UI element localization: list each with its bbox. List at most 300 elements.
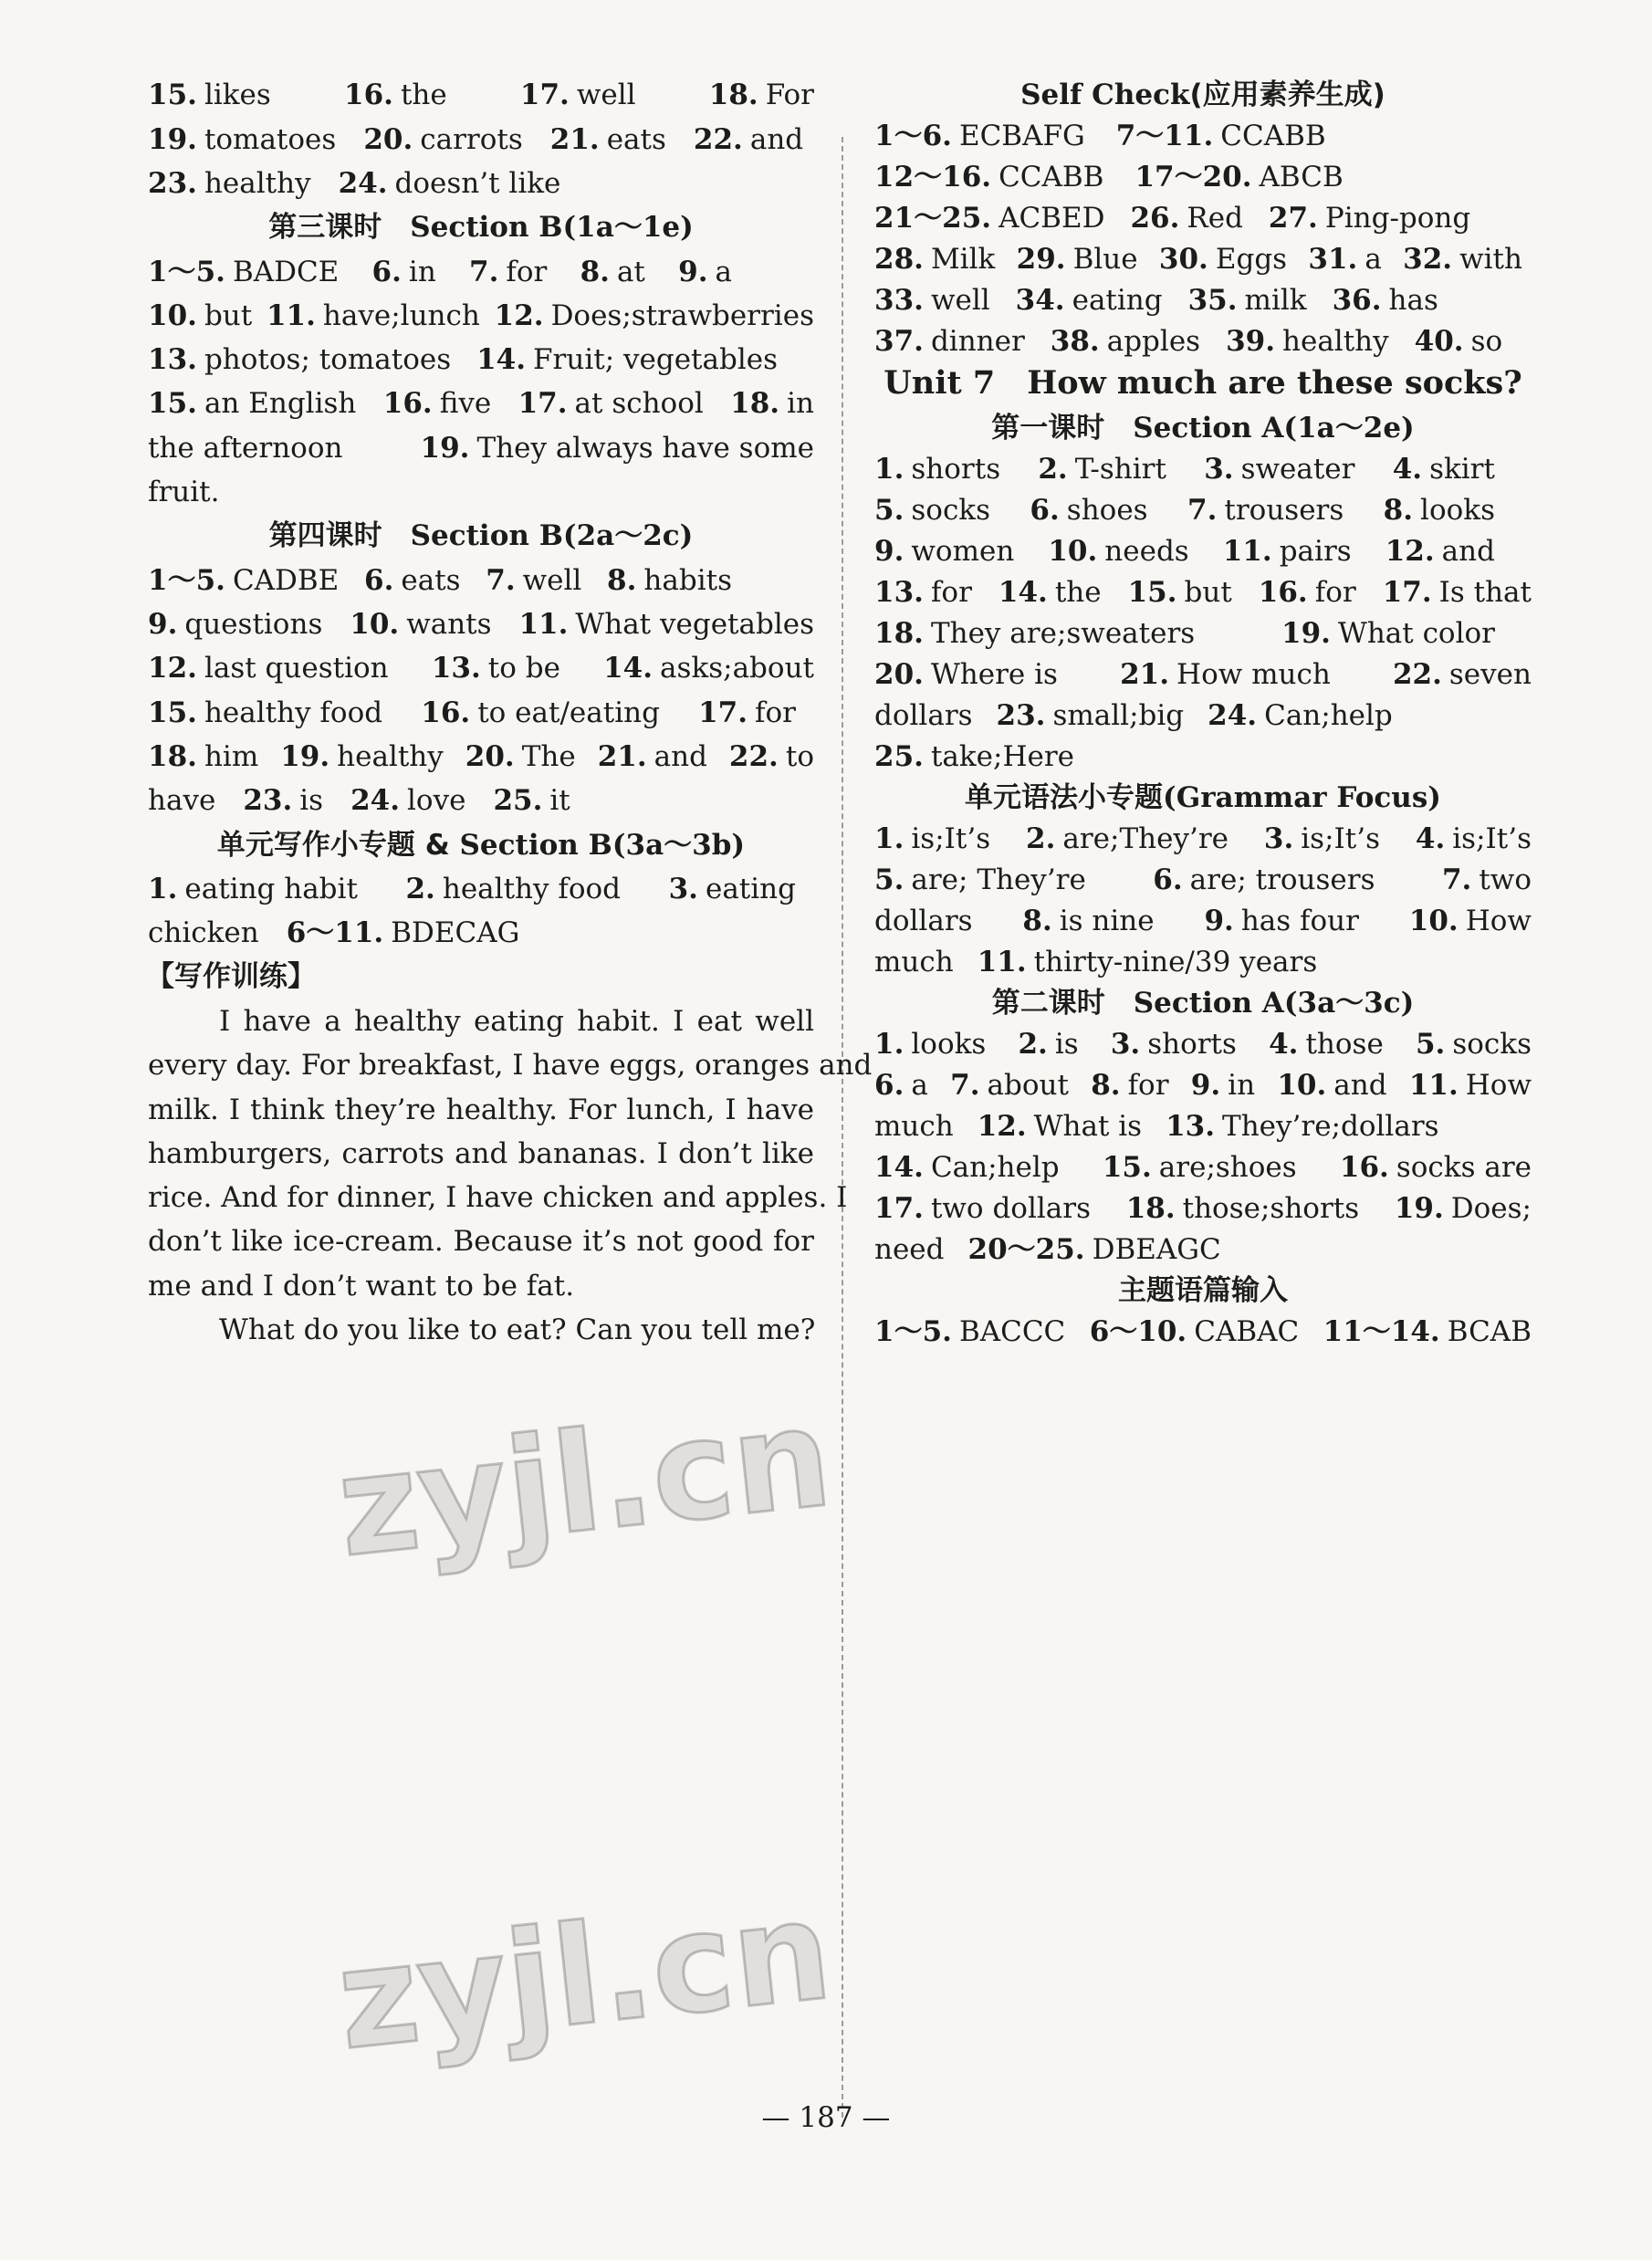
answer-text: shoes <box>1066 494 1148 527</box>
section-heading: Self Check(应用素养生成) <box>1020 78 1385 111</box>
answer-item <box>874 1026 986 1062</box>
answer-number: 9. <box>148 608 178 641</box>
answer-text: for <box>930 576 972 609</box>
section-heading: 单元语法小专题(Grammar Focus) <box>965 781 1441 814</box>
answer-text: eating habit <box>184 873 358 905</box>
answer-number: 18. <box>874 617 924 650</box>
answer-item <box>287 915 520 951</box>
answer-item <box>405 871 621 907</box>
answer-text: Fruit; vegetables <box>533 343 778 376</box>
answer-number: 7. <box>486 564 516 597</box>
answer-item <box>874 615 1195 652</box>
answer-number: 15. <box>148 696 197 729</box>
answer-number: 34. <box>1015 284 1065 317</box>
answer-number: 20. <box>363 123 413 156</box>
answer-number: 24. <box>1208 699 1258 732</box>
answer-item <box>1090 1313 1300 1350</box>
answer-item <box>1030 492 1147 528</box>
answer-item <box>669 871 796 907</box>
answer-item <box>469 254 547 290</box>
answer-item <box>598 738 707 775</box>
answer-text: love <box>407 784 466 817</box>
answer-number: 6. <box>1030 494 1060 527</box>
answer-number: 6. <box>1153 863 1183 896</box>
answer-item <box>874 492 990 528</box>
answer-text: in <box>408 256 436 288</box>
answer-line <box>874 241 1522 277</box>
answer-text: T-shirt <box>1074 453 1166 486</box>
answer-text: eating <box>1072 284 1163 317</box>
answer-item <box>1091 1067 1168 1104</box>
answer-text: doesn’t like <box>394 167 561 200</box>
answer-item <box>1166 1108 1438 1145</box>
answer-line <box>148 606 814 643</box>
answer-number: 21～25. <box>874 202 992 235</box>
answer-item <box>1403 241 1522 277</box>
answer-item <box>1416 821 1532 857</box>
answer-item <box>148 606 322 643</box>
answer-text: Where is <box>930 658 1058 691</box>
answer-item <box>518 606 814 643</box>
answer-number: 24. <box>350 784 401 817</box>
answer-text: are;They’re <box>1062 822 1229 855</box>
answer-item <box>1130 200 1242 236</box>
answer-number: 21. <box>1120 658 1170 691</box>
answer-text: a <box>911 1069 928 1102</box>
answer-item <box>1269 1026 1384 1062</box>
answer-item <box>729 738 814 775</box>
answer-number: 14. <box>998 576 1048 609</box>
answer-text: small;big <box>1052 699 1185 732</box>
answer-number: 1～6. <box>874 120 952 152</box>
answer-number: 11. <box>1222 535 1272 568</box>
answer-item <box>874 903 973 939</box>
answer-item <box>363 121 522 158</box>
answer-item <box>1134 159 1343 195</box>
answer-item <box>148 871 358 907</box>
answer-text: What is <box>1033 1110 1143 1143</box>
answer-item <box>1016 282 1163 319</box>
answer-number: 21. <box>549 123 600 156</box>
answer-text: have <box>148 784 216 817</box>
answer-text: healthy <box>204 167 311 200</box>
answer-text: CCABB <box>999 161 1104 194</box>
answer-item <box>1385 533 1495 570</box>
answer-number: 11. <box>977 946 1027 978</box>
answer-text: fruit. <box>148 476 220 508</box>
answer-item <box>383 385 491 422</box>
answer-text: How <box>1465 1069 1532 1102</box>
answer-text: sweater <box>1240 453 1355 486</box>
answer-text: are; trousers <box>1189 863 1375 896</box>
answer-item <box>495 298 814 334</box>
answer-item <box>148 650 389 686</box>
answer-text: it <box>549 784 570 817</box>
answer-number: 17～20. <box>1134 161 1252 194</box>
answer-number: 12. <box>977 1110 1027 1143</box>
answer-item <box>874 282 990 319</box>
answer-number: 18. <box>148 740 197 773</box>
answer-number: 25. <box>493 784 543 817</box>
answer-number: 10. <box>148 299 197 332</box>
answer-item <box>421 430 814 466</box>
answer-item <box>520 77 636 113</box>
answer-line <box>148 782 814 819</box>
answer-number: 14. <box>476 343 527 376</box>
answer-item <box>1103 1149 1297 1186</box>
answer-text: is nine <box>1059 905 1155 937</box>
answer-number: 20. <box>465 740 515 773</box>
answer-item <box>1191 1067 1255 1104</box>
answer-text: women <box>911 535 1015 568</box>
answer-line <box>874 615 1495 652</box>
answer-item <box>1111 1026 1237 1062</box>
answer-number: 10. <box>350 608 400 641</box>
answer-item <box>1187 492 1344 528</box>
answer-text: Can;help <box>930 1151 1060 1184</box>
answer-number: 3. <box>1204 453 1234 486</box>
answer-text: ABCB <box>1259 161 1344 194</box>
answer-line <box>874 1313 1532 1350</box>
answer-number: 2. <box>1018 1028 1048 1061</box>
answer-item <box>874 451 1000 487</box>
answer-number: 39. <box>1226 325 1276 358</box>
answer-number: 15. <box>1127 576 1177 609</box>
answer-item <box>1259 574 1356 611</box>
answer-text: last question <box>204 652 389 685</box>
answer-number: 23. <box>996 699 1046 732</box>
answer-text: ECBAFG <box>958 120 1085 152</box>
answer-number: 3. <box>1263 822 1294 855</box>
answer-text: healthy food <box>442 873 622 905</box>
answer-line <box>148 165 814 202</box>
answer-text: milk <box>1244 284 1307 317</box>
answer-text: has <box>1388 284 1438 317</box>
answer-line <box>874 1026 1532 1062</box>
answer-text: chicken <box>148 916 259 949</box>
answer-number: 14. <box>603 652 653 685</box>
answer-item <box>968 1231 1221 1268</box>
answer-item <box>874 1313 1065 1350</box>
answer-text: much <box>874 1110 954 1143</box>
answer-item <box>1409 903 1532 939</box>
answer-number: 11. <box>518 608 569 641</box>
answer-item <box>148 165 311 202</box>
answer-number: 20. <box>874 658 924 691</box>
answer-item <box>148 476 219 508</box>
answer-item <box>874 1067 928 1104</box>
answer-item <box>344 77 447 113</box>
answer-text: for <box>1314 576 1356 609</box>
section-heading: 单元写作小专题 & Section B(3a～3b) <box>216 829 746 862</box>
answer-item <box>1409 1067 1532 1104</box>
answer-text: him <box>204 740 259 773</box>
answer-text: the afternoon <box>148 432 343 465</box>
answer-text: Does; <box>1450 1192 1532 1225</box>
answer-line <box>874 1231 1532 1268</box>
answer-text: a <box>715 256 732 288</box>
answer-number: 23. <box>148 167 197 200</box>
answer-item <box>1323 1313 1532 1350</box>
answer-text: photos; tomatoes <box>204 343 452 376</box>
answer-text: Red <box>1187 202 1243 235</box>
answer-line <box>148 254 732 290</box>
answer-text: CABAC <box>1194 1315 1300 1348</box>
answer-text: and <box>1333 1069 1387 1102</box>
answer-number: 12. <box>1385 535 1435 568</box>
answer-number: 22. <box>1392 658 1442 691</box>
answer-item <box>678 254 732 290</box>
answer-number: 32. <box>1403 243 1453 276</box>
answer-number: 18. <box>1125 1192 1176 1225</box>
answer-item <box>1188 282 1307 319</box>
answer-text: How much <box>1176 658 1331 691</box>
answer-number: 17. <box>698 696 748 729</box>
answer-item <box>148 254 339 290</box>
answer-number: 19. <box>1394 1192 1444 1225</box>
answer-line <box>874 944 1532 980</box>
answer-item <box>874 862 1086 898</box>
answer-line <box>874 451 1495 487</box>
answer-number: 23. <box>243 784 293 817</box>
answer-text: socks <box>1452 1028 1532 1061</box>
answer-item <box>148 695 382 731</box>
answer-text: How <box>1465 905 1532 937</box>
answer-text: those <box>1305 1028 1384 1061</box>
answer-number: 19. <box>148 123 197 156</box>
answer-text: is <box>1054 1028 1079 1061</box>
answer-item <box>148 782 215 819</box>
answer-item <box>372 254 436 290</box>
answer-number: 4. <box>1392 453 1423 486</box>
answer-number: 6～11. <box>286 916 384 949</box>
answer-item <box>874 821 990 857</box>
answer-text: asks;about <box>660 652 814 685</box>
answer-line <box>148 430 814 466</box>
answer-text: much <box>874 946 954 978</box>
answer-item <box>1384 492 1495 528</box>
answer-item <box>148 121 336 158</box>
answer-text: and <box>749 123 804 156</box>
answer-text: habits <box>643 564 732 597</box>
answer-item <box>1153 862 1375 898</box>
answer-line <box>874 1149 1532 1186</box>
answer-number: 24. <box>338 167 388 200</box>
answer-text: are; They’re <box>911 863 1086 896</box>
answer-text: to <box>785 740 814 773</box>
answer-line <box>148 871 796 907</box>
answer-line <box>874 282 1532 319</box>
answer-text: healthy <box>337 740 444 773</box>
answer-item <box>280 738 444 775</box>
answer-number: 10. <box>1048 535 1098 568</box>
answer-number: 35. <box>1187 284 1238 317</box>
answer-line <box>148 474 814 510</box>
answer-text: seven <box>1448 658 1532 691</box>
answer-item <box>1281 615 1495 652</box>
answer-text: to be <box>487 652 560 685</box>
answer-text: Milk <box>930 243 996 276</box>
answer-line <box>874 118 1532 154</box>
answer-number: 17. <box>519 78 570 111</box>
answer-number: 8. <box>580 256 610 288</box>
answer-text: CADBE <box>232 564 340 597</box>
answer-item <box>1026 821 1229 857</box>
answer-number: 7～11. <box>1115 120 1214 152</box>
section-heading: 第三课时 Section B(1a～1e) <box>268 211 694 244</box>
answer-item <box>1308 241 1381 277</box>
answer-number: 15. <box>148 78 197 111</box>
answer-number: 1. <box>148 873 178 905</box>
answer-item <box>465 738 576 775</box>
answer-item <box>1395 1190 1532 1227</box>
answer-text: Blue <box>1072 243 1138 276</box>
answer-item <box>493 782 570 819</box>
answer-line <box>874 1067 1532 1104</box>
answer-item <box>148 738 258 775</box>
answer-text: but <box>1184 576 1232 609</box>
answer-text: and <box>1441 535 1495 568</box>
watermark: zyjl.cn <box>330 1871 839 2081</box>
answer-text: socks are <box>1396 1151 1532 1184</box>
answer-text: and <box>653 740 707 773</box>
answer-text: but <box>204 299 253 332</box>
answer-number: 27. <box>1268 202 1318 235</box>
answer-text: What color <box>1337 617 1495 650</box>
answer-number: 16. <box>421 696 471 729</box>
answer-text: tomatoes <box>204 123 337 156</box>
answer-number: 11. <box>266 299 316 332</box>
answer-number: 21. <box>597 740 647 773</box>
answer-number: 26. <box>1130 202 1180 235</box>
unit-title: Unit 7 How much are these socks? <box>884 364 1522 402</box>
answer-number: 22. <box>728 740 779 773</box>
answer-text: has four <box>1240 905 1359 937</box>
answer-number: 31. <box>1308 243 1358 276</box>
answer-item <box>874 1231 945 1268</box>
answer-number: 29. <box>1016 243 1066 276</box>
answer-item <box>999 574 1102 611</box>
answer-item <box>1017 241 1138 277</box>
answer-text: Eggs <box>1215 243 1288 276</box>
answer-line <box>874 656 1532 693</box>
answer-text: BDECAG <box>391 916 520 949</box>
answer-line <box>874 862 1532 898</box>
answer-item <box>874 697 973 734</box>
answer-text: pairs <box>1279 535 1352 568</box>
answer-text: at school <box>574 387 704 420</box>
answer-text: likes <box>204 78 271 111</box>
answer-item <box>1204 451 1354 487</box>
answer-number: 9. <box>678 256 708 288</box>
answer-item <box>978 944 1318 980</box>
answer-text: Is that <box>1438 576 1532 609</box>
answer-number: 18. <box>708 78 758 111</box>
answer-item <box>432 650 560 686</box>
essay-line: rice. And for dinner, I have chicken and apples. I <box>148 1181 848 1214</box>
answer-line <box>874 738 1532 775</box>
answer-text: thirty-nine/39 years <box>1033 946 1318 978</box>
answer-text: in <box>787 387 814 420</box>
answer-number: 12. <box>148 652 197 685</box>
answer-text: dollars <box>874 905 973 937</box>
answer-text: five <box>439 387 492 420</box>
section-heading: 主题语篇输入 <box>1118 1274 1288 1307</box>
answer-number: 2. <box>405 873 435 905</box>
answer-number: 17. <box>518 387 568 420</box>
answer-text: at <box>616 256 645 288</box>
answer-number: 22. <box>693 123 743 156</box>
answer-number: 4. <box>1269 1028 1299 1061</box>
answer-text: is <box>299 784 324 817</box>
answer-item <box>709 77 814 113</box>
answer-text: a <box>1364 243 1382 276</box>
answer-number: 28. <box>874 243 924 276</box>
answer-item <box>874 323 1025 360</box>
answer-item <box>550 121 666 158</box>
answer-number: 10. <box>1408 905 1459 937</box>
answer-item <box>874 241 995 277</box>
answer-text: well <box>522 564 582 597</box>
answer-item <box>1116 118 1326 154</box>
answer-item <box>1383 574 1532 611</box>
answer-text: BADCE <box>232 256 340 288</box>
answer-item <box>874 118 1085 154</box>
answer-number: 7. <box>1441 863 1472 896</box>
answer-item <box>148 915 259 951</box>
answer-text: carrots <box>420 123 523 156</box>
answer-number: 8. <box>1091 1069 1121 1102</box>
answer-line <box>148 341 778 378</box>
answer-number: 11～14. <box>1323 1315 1440 1348</box>
answer-item <box>148 77 271 113</box>
answer-number: 17. <box>874 1192 924 1225</box>
answer-text: What vegetables <box>575 608 814 641</box>
answer-text: are;shoes <box>1158 1151 1297 1184</box>
answer-number: 6. <box>364 564 394 597</box>
answer-text: socks <box>911 494 991 527</box>
answer-text: BACCC <box>958 1315 1066 1348</box>
answer-line <box>148 915 814 951</box>
answer-text: those;shorts <box>1182 1192 1360 1225</box>
answer-text: needs <box>1104 535 1189 568</box>
answer-item <box>421 695 660 731</box>
answer-item <box>1126 1190 1359 1227</box>
answer-number: 7. <box>469 256 499 288</box>
answer-item <box>730 385 814 422</box>
answer-number: 1. <box>874 453 904 486</box>
answer-item <box>694 121 803 158</box>
answer-text: with <box>1459 243 1522 276</box>
answer-item <box>486 562 581 599</box>
answer-text: skirt <box>1429 453 1495 486</box>
answer-item <box>1223 533 1352 570</box>
answer-text: shorts <box>911 453 1001 486</box>
answer-text: is;It’s <box>911 822 991 855</box>
answer-number: 33. <box>874 284 924 317</box>
answer-item <box>874 1149 1060 1186</box>
answer-text: two <box>1479 863 1532 896</box>
answer-number: 2. <box>1026 822 1056 855</box>
answer-number: 7. <box>950 1069 980 1102</box>
answer-text: They’re;dollars <box>1222 1110 1439 1143</box>
answer-item <box>997 697 1185 734</box>
answer-text: dollars <box>874 699 973 732</box>
answer-item <box>1442 862 1532 898</box>
answer-text: They always have some <box>476 432 814 465</box>
answer-item <box>874 656 1058 693</box>
answer-number: 6～10. <box>1089 1315 1187 1348</box>
